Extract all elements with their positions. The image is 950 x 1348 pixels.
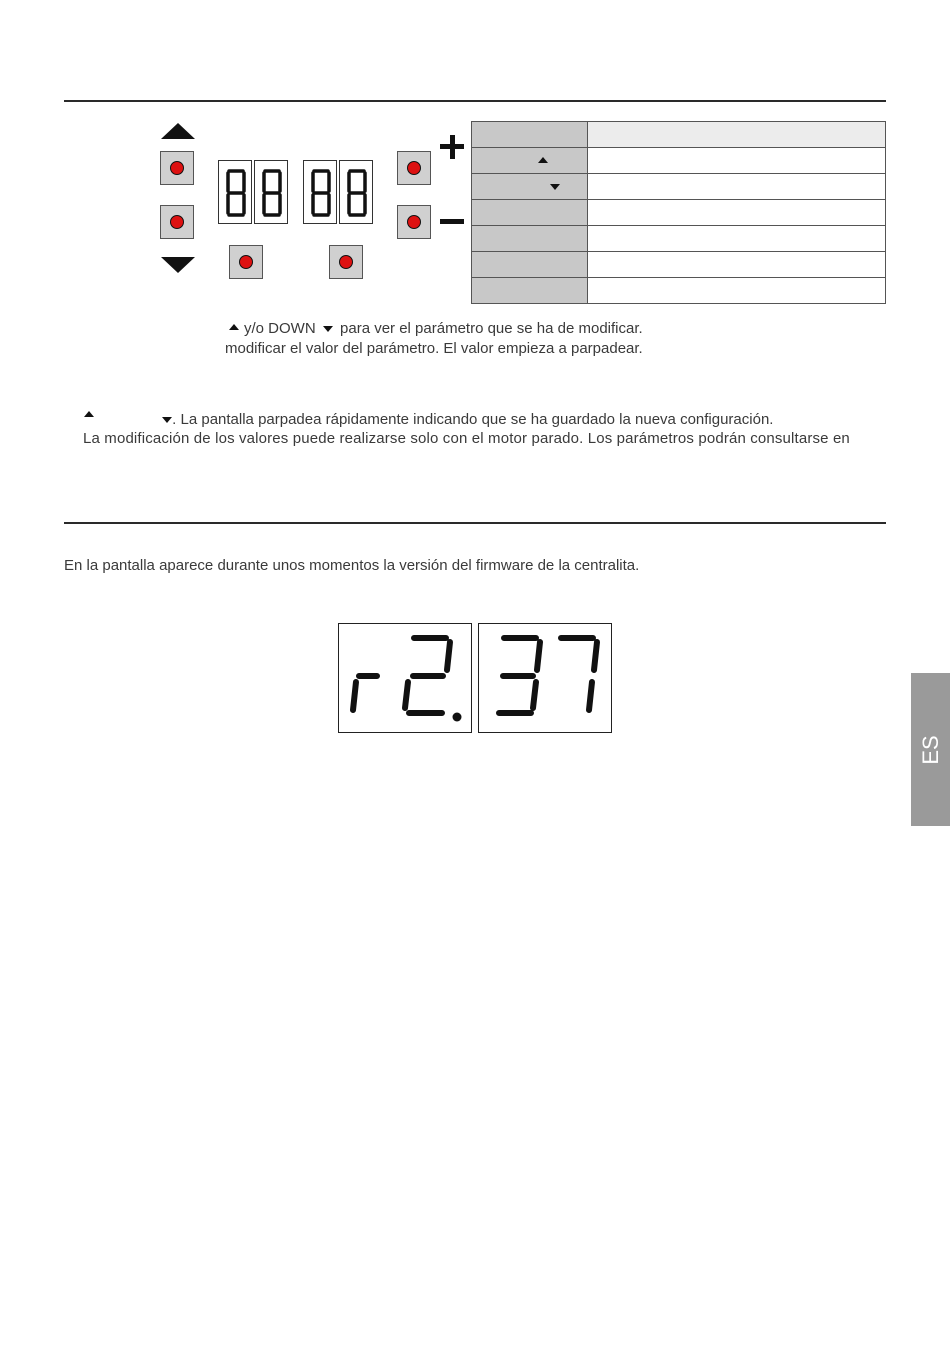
display-digit-2 bbox=[254, 160, 288, 224]
up-button[interactable] bbox=[160, 151, 194, 185]
display-left-panel bbox=[338, 623, 472, 733]
instruction-text: . La pantalla parpadea rápidamente indicando que se ha guardado la nueva configuración. bbox=[172, 411, 774, 428]
table-row bbox=[472, 174, 886, 200]
down-button[interactable] bbox=[160, 205, 194, 239]
arrow-down-icon bbox=[161, 257, 195, 273]
table-row bbox=[472, 200, 886, 226]
table-row bbox=[472, 148, 886, 174]
arrow-down-icon bbox=[162, 417, 172, 423]
instruction-text: y/o DOWN bbox=[244, 320, 316, 337]
instruction-line-1 bbox=[229, 320, 643, 338]
table-row bbox=[472, 226, 886, 252]
instruction-text: para ver el parámetro que se ha de modificar. bbox=[340, 320, 643, 337]
arrow-down-icon bbox=[550, 184, 560, 190]
arrow-up-icon bbox=[538, 157, 548, 163]
arrow-up-icon bbox=[229, 324, 239, 330]
right-bottom-button[interactable] bbox=[329, 245, 363, 279]
arrow-down-icon bbox=[323, 326, 333, 332]
display-digit-3 bbox=[303, 160, 337, 224]
table-row bbox=[472, 278, 886, 304]
arrow-up-icon bbox=[84, 411, 94, 417]
left-bottom-button[interactable] bbox=[229, 245, 263, 279]
display-digit-4 bbox=[339, 160, 373, 224]
minus-button[interactable] bbox=[397, 205, 431, 239]
section-divider-top bbox=[64, 100, 886, 102]
parameter-table bbox=[471, 121, 886, 304]
plus-button[interactable] bbox=[397, 151, 431, 185]
instruction-line-2: modificar el valor del parámetro. El valor empieza a parpadear. bbox=[225, 340, 643, 357]
table-row bbox=[472, 122, 886, 148]
arrow-up-icon bbox=[161, 123, 195, 139]
section-divider-firmware bbox=[64, 522, 886, 524]
firmware-description: En la pantalla aparece durante unos momentos la versión del firmware de la centralita. bbox=[64, 557, 640, 574]
language-tab[interactable] bbox=[911, 673, 950, 826]
table-row bbox=[472, 252, 886, 278]
display-digit-1 bbox=[218, 160, 252, 224]
language-tab-label: ES bbox=[917, 734, 943, 765]
instruction-line-4: La modificación de los valores puede realizarse solo con el motor parado. Los parámetros podrán consultarse en bbox=[83, 430, 850, 447]
display-right-panel bbox=[478, 623, 612, 733]
instruction-line-3 bbox=[84, 411, 773, 429]
